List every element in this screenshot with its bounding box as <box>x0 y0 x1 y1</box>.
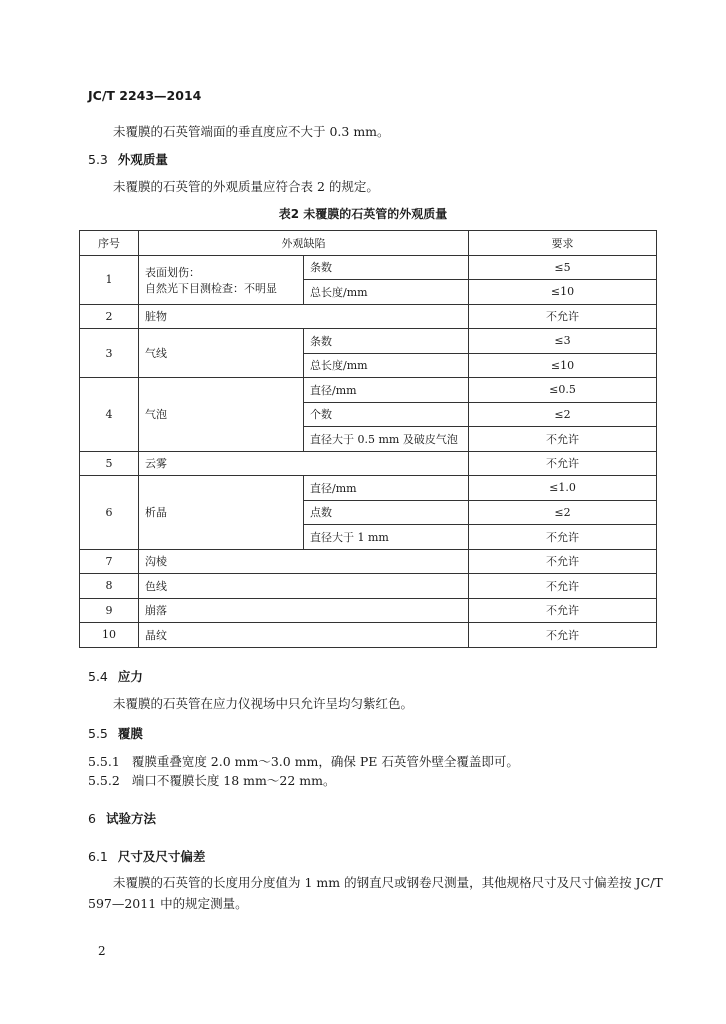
row-number: 4 <box>80 378 139 452</box>
item-text: 端口不覆膜长度 18 mm～22 mm。 <box>131 773 336 788</box>
requirement: ≤2 <box>469 402 657 427</box>
requirement: ≤0.5 <box>469 378 657 403</box>
defect-name: 沟棱 <box>139 549 469 574</box>
requirement: 不允许 <box>469 304 657 329</box>
criterion: 点数 <box>304 500 469 525</box>
row-number: 6 <box>80 476 139 550</box>
requirement: 不允许 <box>469 427 657 452</box>
criterion: 总长度/mm <box>304 280 469 305</box>
table-row <box>80 476 657 501</box>
defect-name: 析晶 <box>139 476 304 550</box>
section-number: 5.5 <box>88 726 108 741</box>
requirement: 不允许 <box>469 623 657 648</box>
appearance-quality-table <box>79 230 657 648</box>
section-5-4-text: 未覆膜的石英管在应力仪视场中只允许呈均匀紫红色。 <box>113 696 414 711</box>
item-number: 5.5.1 <box>88 754 120 769</box>
criterion: 个数 <box>304 402 469 427</box>
table-row <box>80 598 657 623</box>
defect-name: 色线 <box>139 574 469 599</box>
requirement: ≤2 <box>469 500 657 525</box>
row-number: 5 <box>80 451 139 476</box>
section-number: 6.1 <box>88 849 108 864</box>
defect-name: 气泡 <box>139 378 304 452</box>
row-number: 8 <box>80 574 139 599</box>
section-number: 6 <box>88 811 96 826</box>
page-number: 2 <box>98 944 106 958</box>
defect-name: 气线 <box>139 329 304 378</box>
criterion: 直径大于 1 mm <box>304 525 469 550</box>
requirement: 不允许 <box>469 549 657 574</box>
header-no: 序号 <box>80 231 139 256</box>
criterion: 直径大于 0.5 mm 及破皮气泡 <box>304 427 469 452</box>
table-row <box>80 304 657 329</box>
section-6-heading <box>88 809 156 827</box>
requirement: 不允许 <box>469 451 657 476</box>
table-row <box>80 623 657 648</box>
item-text: 覆膜重叠宽度 2.0 mm～3.0 mm，确保 PE 石英管外壁全覆盖即可。 <box>131 754 519 769</box>
row-number: 10 <box>80 623 139 648</box>
requirement: ≤5 <box>469 255 657 280</box>
defect-name: 云雾 <box>139 451 469 476</box>
section-6-1-text: 未覆膜的石英管的长度用分度值为 1 mm 的钢直尺或钢卷尺测量，其他规格尺寸及尺寸偏差按 JC/T 597—2011 中的规定测量。 <box>88 875 663 911</box>
section-title: 外观质量 <box>117 152 168 167</box>
table-row <box>80 378 657 403</box>
row-number: 2 <box>80 304 139 329</box>
criterion: 总长度/mm <box>304 353 469 378</box>
header-defect: 外观缺陷 <box>139 231 469 256</box>
row-number: 1 <box>80 255 139 304</box>
item-5-5-1 <box>88 752 519 770</box>
row-number: 9 <box>80 598 139 623</box>
section-5-4-heading <box>88 667 143 685</box>
section-title: 应力 <box>117 669 143 684</box>
section-5-5-heading <box>88 724 143 742</box>
doc-code-header: JC/T 2243—2014 <box>88 88 202 103</box>
defect-name: 脏物 <box>139 304 469 329</box>
criterion: 条数 <box>304 255 469 280</box>
criterion: 条数 <box>304 329 469 354</box>
requirement: 不允许 <box>469 598 657 623</box>
defect-name: 崩落 <box>139 598 469 623</box>
perpendicularity-paragraph: 未覆膜的石英管端面的垂直度应不大于 0.3 mm。 <box>113 124 390 139</box>
defect-note: 自然光下目测检查：不明显 <box>145 281 277 295</box>
table-row <box>80 255 657 280</box>
defect-name: 晶纹 <box>139 623 469 648</box>
defect-title: 表面划伤： <box>145 265 200 279</box>
row-number: 7 <box>80 549 139 574</box>
table-caption: 表2 未覆膜的石英管的外观质量 <box>278 207 448 221</box>
header-requirement: 要求 <box>469 231 657 256</box>
requirement: ≤10 <box>469 280 657 305</box>
table-row <box>80 574 657 599</box>
table-header-row <box>80 231 657 256</box>
requirement: ≤1.0 <box>469 476 657 501</box>
criterion: 直径/mm <box>304 476 469 501</box>
item-5-5-2 <box>88 771 335 789</box>
section-title: 试验方法 <box>105 811 156 826</box>
section-5-3-heading <box>88 150 168 168</box>
section-number: 5.4 <box>88 669 108 684</box>
requirement: ≤3 <box>469 329 657 354</box>
item-number: 5.5.2 <box>88 773 120 788</box>
criterion: 直径/mm <box>304 378 469 403</box>
row-number: 3 <box>80 329 139 378</box>
table-row <box>80 329 657 354</box>
requirement: 不允许 <box>469 574 657 599</box>
section-title: 覆膜 <box>117 726 143 741</box>
requirement: 不允许 <box>469 525 657 550</box>
table-row <box>80 549 657 574</box>
section-5-3-text: 未覆膜的石英管的外观质量应符合表 2 的规定。 <box>113 179 379 194</box>
requirement: ≤10 <box>469 353 657 378</box>
section-6-1-heading <box>88 847 205 865</box>
section-number: 5.3 <box>88 152 108 167</box>
section-title: 尺寸及尺寸偏差 <box>117 849 206 864</box>
defect-name <box>139 255 304 304</box>
table-row <box>80 451 657 476</box>
